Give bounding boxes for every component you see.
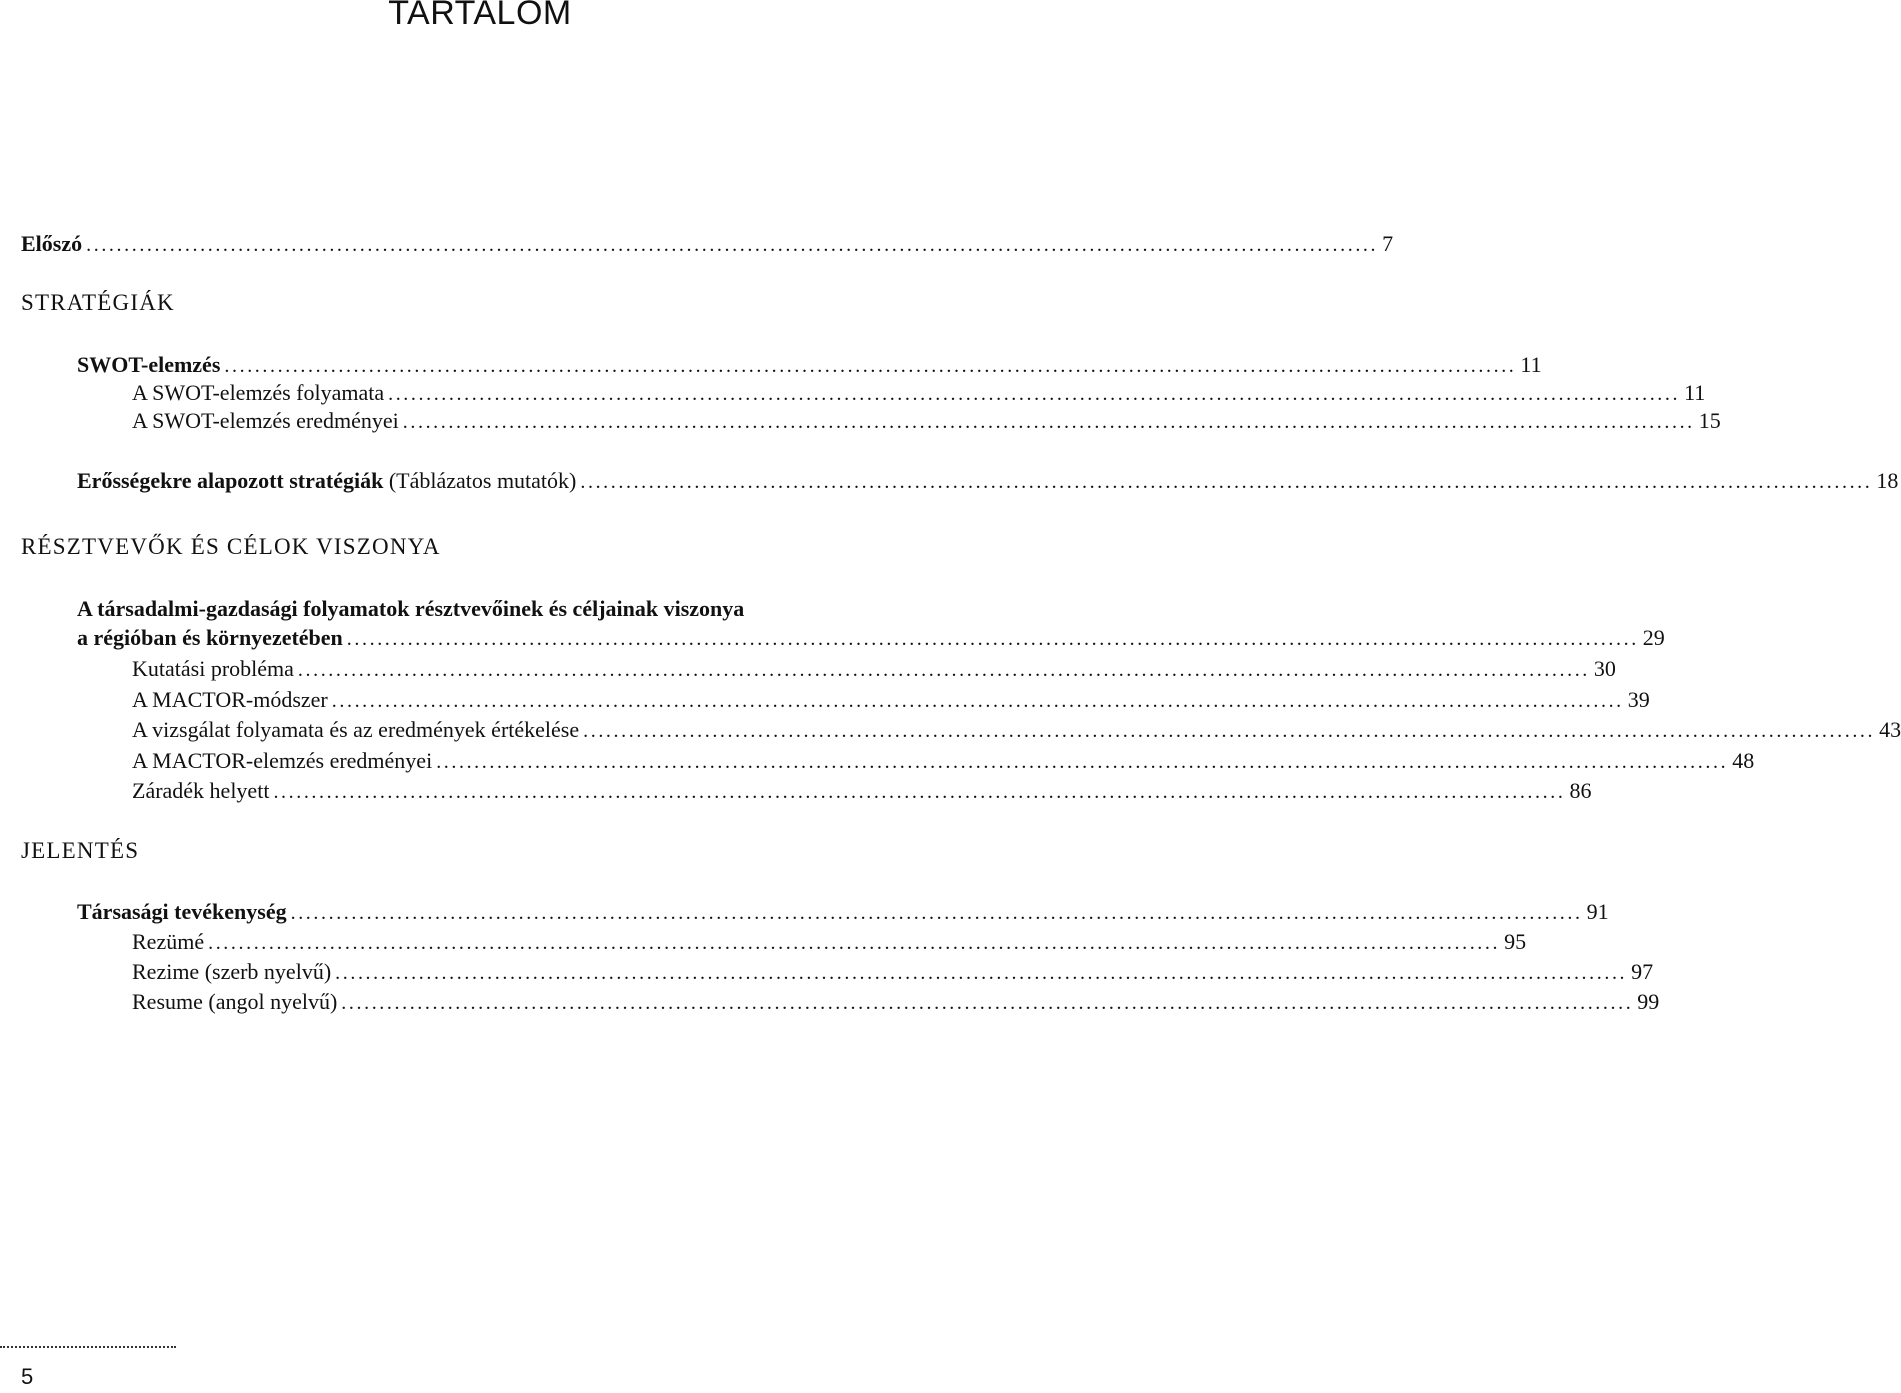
dot-leader: .......................................................................................................................................................................... — [583, 720, 1876, 742]
dot-leader: .......................................................................................................................................................................... — [341, 992, 1634, 1014]
toc-page-number: 29 — [1642, 625, 1665, 650]
toc-entry-rezume[interactable] — [132, 928, 1527, 956]
toc-entry-zaradek[interactable] — [132, 777, 1592, 805]
dot-leader: .......................................................................................................................................................................... — [346, 628, 1639, 650]
toc-entry-kutatasi[interactable] — [132, 655, 1616, 683]
toc-entry-tarsasagi[interactable] — [77, 898, 1609, 926]
toc-entry-swot-folyamata[interactable] — [132, 379, 1706, 407]
toc-page-number: 30 — [1593, 656, 1616, 681]
dot-leader: .......................................................................................................................................................................... — [335, 962, 1628, 984]
dot-leader: .......................................................................................................................................................................... — [273, 781, 1566, 803]
toc-entry-label: A SWOT-elemzés folyamata — [132, 380, 385, 405]
toc-page-number: 43 — [1879, 717, 1901, 742]
toc-page-number: 39 — [1627, 687, 1650, 712]
toc-entry-label: Resume (angol nyelvű) — [132, 989, 338, 1014]
toc-entry-eloszo[interactable] — [21, 230, 1394, 258]
toc-page-number: 7 — [1382, 231, 1394, 256]
dot-leader: .......................................................................................................................................................................... — [224, 355, 1517, 377]
toc-entry-label: A MACTOR-módszer — [132, 687, 328, 712]
dot-leader: .......................................................................................................................................................................... — [402, 411, 1695, 433]
toc-entry-label: Társasági tevékenység — [77, 899, 287, 924]
toc-entry-label: Előszó — [21, 231, 83, 256]
toc-page-number: 15 — [1698, 408, 1721, 433]
section-heading-strategiak: STRATÉGIÁK — [21, 290, 175, 315]
dot-leader: .......................................................................................................................................................................... — [297, 659, 1590, 681]
toc-entry-label-suffix: (Táblázatos mutatók) — [383, 468, 577, 493]
toc-page-number: 95 — [1504, 929, 1527, 954]
toc-entry-swot[interactable] — [77, 351, 1542, 379]
page-number: 5 — [21, 1364, 34, 1389]
toc-entry-erossegek[interactable] — [77, 467, 1899, 495]
dot-leader: .......................................................................................................................................................................... — [331, 690, 1624, 712]
toc-entry-label: Rezime (szerb nyelvű) — [132, 959, 332, 984]
dot-leader: .......................................................................................................................................................................... — [290, 902, 1583, 924]
toc-entry-label: Kutatási probléma — [132, 656, 294, 681]
toc-page-number: 86 — [1569, 778, 1592, 803]
toc-entry-label: SWOT-elemzés — [77, 352, 221, 377]
toc-entry-mactor-eredmenyei[interactable] — [132, 747, 1755, 775]
page-title: TARTALOM — [388, 0, 572, 32]
toc-entry-label: A vizsgálat folyamata és az eredmények értékelése — [132, 717, 580, 742]
toc-entry-label: Rezümé — [132, 929, 205, 954]
toc-entry-label: Záradék helyett — [132, 778, 270, 803]
dot-leader: .......................................................................................................................................................................... — [208, 932, 1501, 954]
toc-entry-tarsadalmi-line1[interactable]: A társadalmi-gazdasági folyamatok résztvevőinek és céljainak viszonya — [77, 596, 745, 621]
toc-page-number: 11 — [1684, 380, 1706, 405]
toc-page-number: 97 — [1631, 959, 1654, 984]
toc-entry-swot-eredmenyei[interactable] — [132, 407, 1721, 435]
toc-entry-tarsadalmi-line2[interactable] — [77, 624, 1665, 652]
toc-entry-label: A SWOT-elemzés eredményei — [132, 408, 399, 433]
toc-entry-resume[interactable] — [132, 988, 1660, 1016]
toc-page-number: 11 — [1520, 352, 1542, 377]
dot-leader: .......................................................................................................................................................................... — [436, 751, 1729, 773]
toc-entry-vizsgalat[interactable] — [132, 716, 1901, 744]
toc-page-number: 91 — [1586, 899, 1609, 924]
toc-page-number: 18 — [1876, 468, 1899, 493]
section-heading-resztvevok: RÉSZTVEVŐK ÉS CÉLOK VISZONYA — [21, 534, 441, 559]
toc-entry-label: A MACTOR-elemzés eredményei — [132, 748, 433, 773]
toc-page-number: 48 — [1732, 748, 1755, 773]
toc-entry-rezime[interactable] — [132, 958, 1654, 986]
toc-entry-label: a régióban és környezetében — [77, 625, 343, 650]
section-heading-jelentes: JELENTÉS — [21, 838, 140, 863]
footer-dotted-rule — [0, 1346, 176, 1348]
toc-entry-label-bold: Erősségekre alapozott stratégiák — [77, 468, 384, 493]
toc-page-number: 99 — [1637, 989, 1660, 1014]
dot-leader: .......................................................................................................................................................................... — [388, 383, 1681, 405]
dot-leader: .......................................................................................................................................................................... — [86, 234, 1379, 256]
dot-leader: .......................................................................................................................................................................... — [580, 471, 1873, 493]
toc-entry-mactor-modszer[interactable] — [132, 686, 1650, 714]
